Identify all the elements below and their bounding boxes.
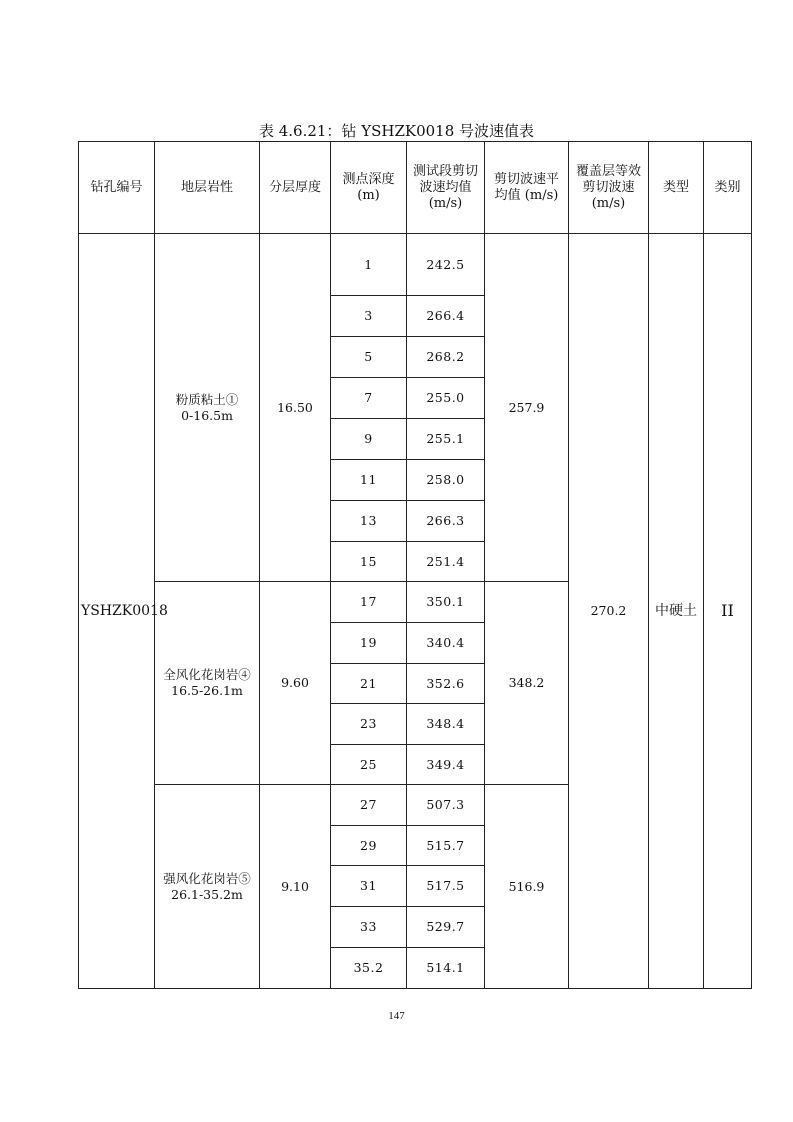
header-depth (331, 142, 407, 234)
speed-cell: 515.7 (407, 826, 485, 866)
hole-id-cell: YSHZK0018 (79, 234, 155, 989)
speed-cell: 266.3 (407, 501, 485, 542)
header-cover-line: 剪切波速 (582, 179, 635, 195)
speed-cell: 266.4 (407, 296, 485, 337)
depth-cell: 5 (331, 337, 407, 378)
speed-cell: 350.1 (407, 582, 485, 623)
speed-cell: 349.4 (407, 745, 485, 785)
site-class-cell: II (704, 234, 752, 989)
header-class: 类别 (704, 142, 752, 234)
speed-cell: 251.4 (407, 542, 485, 582)
header-cover-line: 覆盖层等效 (575, 163, 641, 179)
lithology-cell (155, 234, 260, 582)
header-layer-avg (485, 142, 569, 234)
speed-cell: 255.0 (407, 378, 485, 419)
depth-cell: 27 (331, 785, 407, 826)
speed-cell: 514.1 (407, 948, 485, 989)
depth-cell: 11 (331, 460, 407, 501)
header-lithology: 地层岩性 (155, 142, 260, 234)
depth-cell: 7 (331, 378, 407, 419)
depth-cell: 19 (331, 623, 407, 664)
depth-cell: 31 (331, 866, 407, 907)
header-depth-unit: (m) (357, 187, 380, 203)
page-number: 147 (388, 1010, 405, 1022)
header-cover-unit: (m/s) (591, 195, 626, 211)
speed-cell: 517.5 (407, 866, 485, 907)
depth-cell: 21 (331, 664, 407, 704)
depth-cell: 1 (331, 234, 407, 296)
header-segment-line: 波速均值 (419, 179, 472, 195)
header-segment-unit: (m/s) (428, 195, 463, 211)
lithology-range: 26.1-35.2m (171, 886, 243, 902)
table-title: 表 4.6.21：钻 YSHZK0018 号波速值表 (258, 122, 535, 140)
header-hole-id: 钻孔编号 (79, 142, 155, 234)
header-cover-speed (569, 142, 649, 234)
site-type-cell: 中硬土 (649, 234, 704, 989)
lithology-range: 0-16.5m (181, 407, 233, 423)
speed-cell: 268.2 (407, 337, 485, 378)
speed-cell: 529.7 (407, 907, 485, 948)
header-depth-line: 测点深度 (342, 171, 395, 187)
speed-cell: 255.1 (407, 419, 485, 460)
thickness-cell: 16.50 (260, 234, 331, 582)
header-layer-avg-line: 剪切波速平 (493, 171, 559, 187)
lithology-range: 16.5-26.1m (171, 683, 243, 698)
header-row (79, 142, 752, 234)
depth-cell: 25 (331, 745, 407, 785)
depth-cell: 3 (331, 296, 407, 337)
speed-cell: 258.0 (407, 460, 485, 501)
lithology-name: 强风化花岗岩⑤ (163, 870, 251, 886)
header-layer-avg-line: 均值 (m/s) (494, 187, 559, 203)
table-row (79, 234, 752, 296)
depth-cell: 9 (331, 419, 407, 460)
depth-cell: 15 (331, 542, 407, 582)
lithology-cell (155, 785, 260, 989)
depth-cell: 29 (331, 826, 407, 866)
depth-cell: 23 (331, 704, 407, 745)
speed-cell: 340.4 (407, 623, 485, 664)
layer-avg-cell: 348.2 (485, 582, 569, 785)
depth-cell: 33 (331, 907, 407, 948)
speed-cell: 242.5 (407, 234, 485, 296)
depth-cell: 17 (331, 582, 407, 623)
speed-cell: 507.3 (407, 785, 485, 826)
speed-cell: 348.4 (407, 704, 485, 745)
lithology-name: 粉质粘土① (175, 391, 239, 407)
header-segment-line: 测试段剪切 (412, 163, 478, 179)
thickness-cell: 9.10 (260, 785, 331, 989)
equivalent-speed-cell: 270.2 (569, 234, 649, 989)
thickness-cell: 9.60 (260, 582, 331, 785)
lithology-name: 全风化花岗岩④ (163, 667, 251, 682)
header-type: 类型 (649, 142, 704, 234)
wave-velocity-table (78, 141, 752, 989)
lithology-cell (155, 582, 260, 785)
layer-avg-cell: 516.9 (485, 785, 569, 989)
depth-cell: 13 (331, 501, 407, 542)
header-segment-speed (407, 142, 485, 234)
speed-cell: 352.6 (407, 664, 485, 704)
depth-cell: 35.2 (331, 948, 407, 989)
layer-avg-cell: 257.9 (485, 234, 569, 582)
header-thickness: 分层厚度 (260, 142, 331, 234)
